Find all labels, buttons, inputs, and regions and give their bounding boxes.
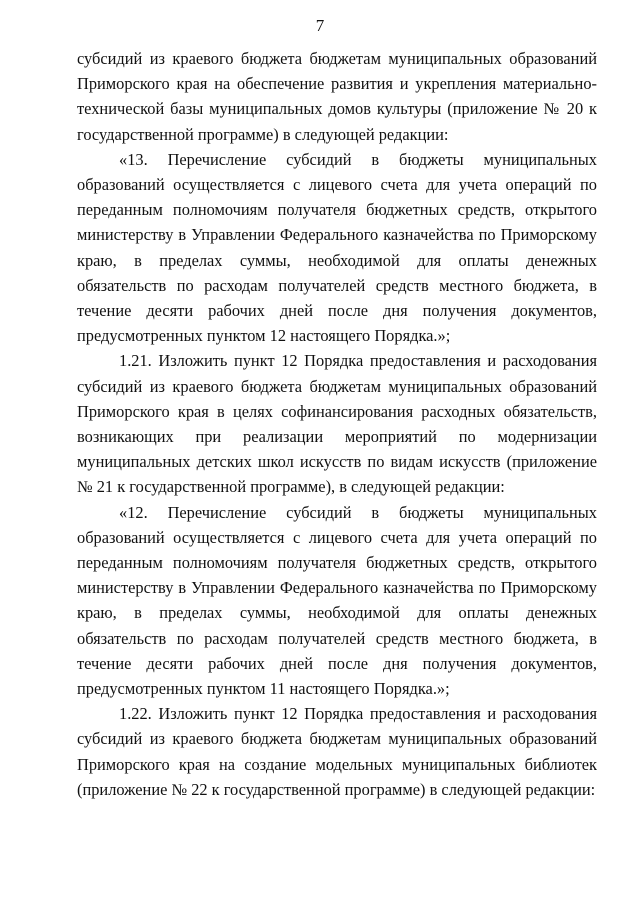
paragraph-clause-13: «13. Перечисление субсидий в бюджеты муниципальных образований осуществляется с лицевого счета для учета операций по переданным полномочиям получателя бюджетных средств, открытого министерству в Управлении Федерального казначейства по Приморскому краю, в пределах суммы, необходимой для оплаты денежных обязательств по расходам получателей средств местного бюджета, в течение десяти рабочих дней после дня получения документов, предусмотренных пунктом 12 настоящего Порядка.»;	[77, 149, 597, 346]
document-body	[77, 46, 597, 802]
paragraph-item-1-22: 1.22. Изложить пункт 12 Порядка предоставления и расходования субсидий из краевого бюджета бюджетам муниципальных образований Приморского края на создание модельных муниципальных библиотек (приложение № 22 к государственной программе) в следующей редакции:	[77, 704, 597, 799]
paragraph-item-1-21: 1.21. Изложить пункт 12 Порядка предоставления и расходования субсидий из краевого бюджета бюджетам муниципальных образований Приморского края в целях софинансирования расходных обязательств, возникающих при реализации мероприятий по модернизации муниципальных детских школ искусств по видам искусств (приложение № 21 к государственной программе), в следующей редакции:	[77, 351, 597, 497]
paragraph-clause-12: «12. Перечисление субсидий в бюджеты муниципальных образований осуществляется с лицевого счета для учета операций по переданным полномочиям получателя бюджетных средств, открытого министерству в Управлении Федерального казначейства по Приморскому краю, в пределах суммы, необходимой для оплаты денежных обязательств по расходам получателей средств местного бюджета, в течение десяти рабочих дней после дня получения документов, предусмотренных пунктом 11 настоящего Порядка.»;	[77, 502, 597, 699]
page-number: 7	[315, 16, 325, 35]
paragraph-continuation: субсидий из краевого бюджета бюджетам муниципальных образований Приморского края на обеспечение развития и укрепления материально-технической базы муниципальных домов культуры (приложение № 20 к государственной программе) в следующей редакции:	[77, 49, 597, 144]
